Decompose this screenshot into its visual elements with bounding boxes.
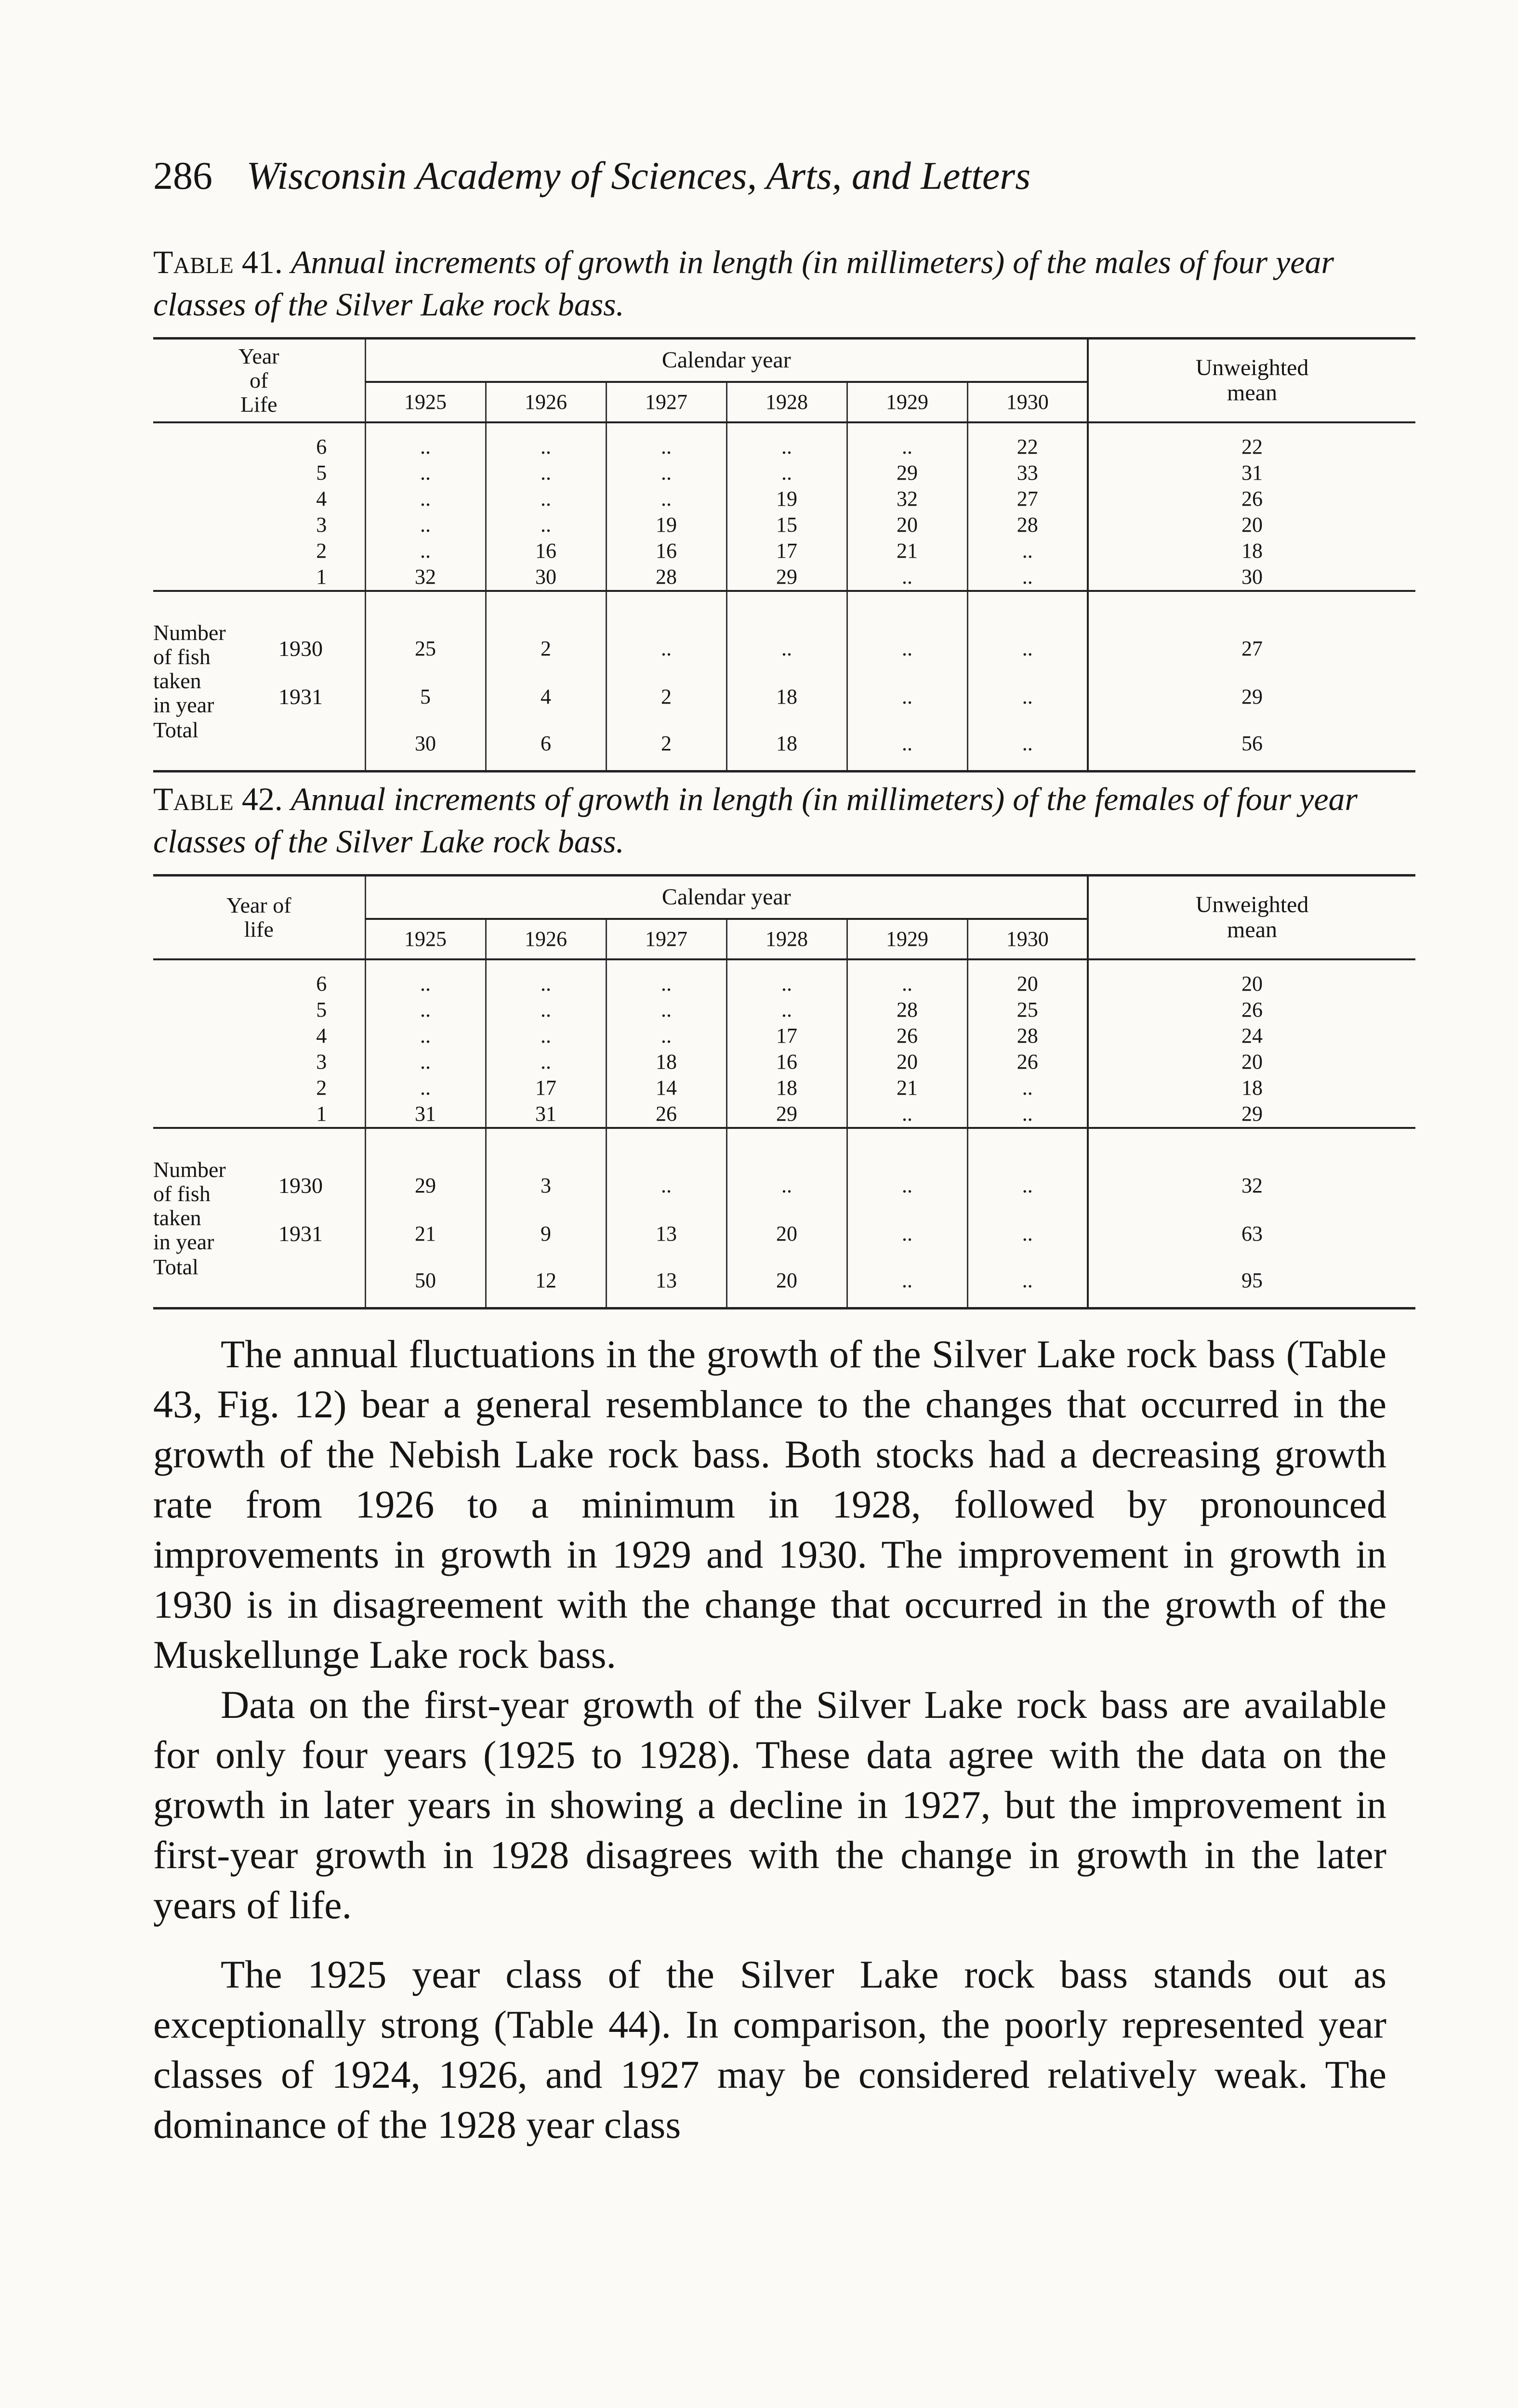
journal-title: Wisconsin Academy of Sciences, Arts, and Letters [246, 154, 1031, 197]
increment-cell: .. [365, 486, 486, 512]
increment-cell: .. [365, 997, 486, 1023]
total-row [153, 717, 1415, 772]
year-of-life-cell: 2 [316, 1076, 327, 1099]
fish-taken-rows [153, 591, 1415, 772]
increment-cell: .. [486, 1023, 606, 1049]
count-cell: .. [967, 591, 1088, 677]
spacer-cell [153, 538, 278, 564]
header-line: Year [238, 344, 279, 368]
calendar-year-header: Calendar year [365, 339, 1088, 382]
spacer-cell [153, 1075, 278, 1101]
increment-cell: .. [486, 997, 606, 1023]
count-cell: 18 [726, 677, 847, 717]
label-line: taken [153, 1205, 201, 1230]
label-line: of fish [153, 644, 211, 669]
year-column-header: 1926 [486, 919, 606, 959]
header-line: of [250, 368, 268, 393]
increment-cell: 18 [606, 1049, 726, 1075]
fish-taken-rows [153, 1128, 1415, 1309]
spacer-cell [278, 717, 365, 772]
growth-rows [153, 422, 1415, 591]
table-41-caption-text: Annual increments of growth in length (in millimeters) of the males of four year classes of the Silver Lake rock bass. [153, 244, 1334, 323]
header-line: Life [240, 392, 277, 417]
increment-cell: .. [967, 538, 1088, 564]
header-line: Unweighted [1195, 892, 1309, 917]
year-column-header: 1930 [967, 919, 1088, 959]
increment-cell: 26 [606, 1101, 726, 1128]
table-row [153, 1075, 1415, 1101]
spacer-cell [153, 460, 278, 486]
total-cell: 13 [606, 1254, 726, 1309]
mean-cell: 26 [1088, 486, 1415, 512]
label-line: in year [153, 1230, 214, 1254]
total-mean-cell: 95 [1088, 1254, 1415, 1309]
table-row [153, 1023, 1415, 1049]
label-line: taken [153, 668, 201, 693]
table-42 [153, 874, 1415, 1309]
year-of-life-cell: 6 [316, 972, 327, 995]
total-cell: 6 [486, 717, 606, 772]
increment-cell: .. [726, 460, 847, 486]
total-cell: 2 [606, 717, 726, 772]
label-line: in year [153, 693, 214, 717]
increment-cell: .. [847, 1101, 967, 1128]
total-cell: 20 [726, 1254, 847, 1309]
table-42-caption [153, 778, 1415, 863]
increment-cell: .. [606, 997, 726, 1023]
mean-cell: 22 [1088, 422, 1415, 460]
header-line: mean [1227, 917, 1277, 942]
year-of-life-cell: 3 [316, 1050, 327, 1073]
spacer-cell [153, 997, 278, 1023]
increment-cell: .. [486, 959, 606, 997]
increment-cell: 29 [847, 460, 967, 486]
year-column-header: 1930 [967, 382, 1088, 422]
increment-cell: 28 [967, 1023, 1088, 1049]
increment-cell: .. [967, 1075, 1088, 1101]
increment-cell: .. [365, 422, 486, 460]
mean-cell: 31 [1088, 460, 1415, 486]
table-row [153, 512, 1415, 538]
sample-year-cell: 1931 [278, 684, 323, 709]
count-cell: .. [606, 1128, 726, 1214]
mean-cell: 20 [1088, 959, 1415, 997]
unweighted-mean-header [1088, 339, 1415, 423]
year-of-life-cell: 4 [316, 487, 327, 510]
increment-cell: .. [365, 1049, 486, 1075]
year-of-life-cell: 5 [316, 998, 327, 1021]
sample-year-cell: 1930 [278, 1173, 323, 1198]
increment-cell: 31 [486, 1101, 606, 1128]
increment-cell: 17 [486, 1075, 606, 1101]
increment-cell: 15 [726, 512, 847, 538]
body-text [153, 1329, 1386, 2150]
spacer-cell [153, 512, 278, 538]
mean-cell: 24 [1088, 1023, 1415, 1049]
increment-cell: 25 [967, 997, 1088, 1023]
total-cell: .. [847, 717, 967, 772]
count-cell: 20 [726, 1214, 847, 1254]
increment-cell: .. [365, 512, 486, 538]
increment-cell: 20 [847, 1049, 967, 1075]
increment-cell: 26 [967, 1049, 1088, 1075]
spacer-cell [153, 564, 278, 591]
table-41-caption [153, 241, 1415, 326]
count-cell: .. [967, 1214, 1088, 1254]
increment-cell: .. [365, 1023, 486, 1049]
year-column-header: 1928 [726, 382, 847, 422]
table-row [153, 1101, 1415, 1128]
year-column-header: 1927 [606, 919, 726, 959]
total-label: Total [153, 718, 198, 742]
mean-cell: 26 [1088, 997, 1415, 1023]
increment-cell: 16 [486, 538, 606, 564]
increment-cell: .. [606, 959, 726, 997]
total-cell: .. [847, 1254, 967, 1309]
calendar-year-header: Calendar year [365, 876, 1088, 919]
count-cell: .. [847, 677, 967, 717]
increment-cell: .. [967, 1101, 1088, 1128]
increment-cell: 27 [967, 486, 1088, 512]
mean-cell: 29 [1088, 677, 1415, 717]
mean-cell: 32 [1088, 1128, 1415, 1214]
table-row [153, 677, 1415, 717]
running-header [153, 153, 1285, 198]
increment-cell: 16 [606, 538, 726, 564]
header-line: life [244, 917, 274, 942]
spacer-cell [153, 1101, 278, 1128]
count-cell: .. [606, 591, 726, 677]
increment-cell: .. [486, 1049, 606, 1075]
increment-cell: .. [606, 422, 726, 460]
total-row [153, 1254, 1415, 1309]
label-line: Number [153, 1157, 226, 1182]
increment-cell: .. [486, 422, 606, 460]
increment-cell: 16 [726, 1049, 847, 1075]
table-41-label: Table 41. [153, 244, 283, 280]
increment-cell: 19 [726, 486, 847, 512]
table-42-caption-text: Annual increments of growth in length (in millimeters) of the females of four year classes of the Silver Lake rock bass. [153, 781, 1358, 860]
increment-cell: .. [847, 422, 967, 460]
label-line: Number [153, 620, 226, 645]
increment-cell: 17 [726, 1023, 847, 1049]
increment-cell: .. [726, 997, 847, 1023]
count-cell: 13 [606, 1214, 726, 1254]
table-row [153, 1049, 1415, 1075]
sample-year-cell: 1930 [278, 636, 323, 661]
year-column-header: 1926 [486, 382, 606, 422]
mean-cell: 27 [1088, 591, 1415, 677]
count-cell: .. [847, 591, 967, 677]
year-column-header: 1925 [365, 919, 486, 959]
year-column-header: 1929 [847, 919, 967, 959]
year-of-life-cell: 4 [316, 1024, 327, 1047]
increment-cell: 28 [847, 997, 967, 1023]
year-of-life-cell: 2 [316, 539, 327, 563]
increment-cell: 20 [847, 512, 967, 538]
increment-cell: .. [606, 1023, 726, 1049]
spacer-cell [153, 422, 278, 460]
mean-cell: 18 [1088, 1075, 1415, 1101]
table-row [153, 460, 1415, 486]
table-row [153, 959, 1415, 997]
increment-cell: 32 [847, 486, 967, 512]
count-cell: .. [847, 1128, 967, 1214]
mean-cell: 29 [1088, 1101, 1415, 1128]
increment-cell: .. [847, 959, 967, 997]
mean-cell: 63 [1088, 1214, 1415, 1254]
header-line: Year of [226, 893, 291, 917]
increment-cell: 14 [606, 1075, 726, 1101]
increment-cell: .. [606, 460, 726, 486]
increment-cell: .. [365, 538, 486, 564]
count-cell: 4 [486, 677, 606, 717]
increment-cell: 29 [726, 564, 847, 591]
table-row [153, 997, 1415, 1023]
count-cell: 29 [365, 1128, 486, 1214]
unweighted-mean-header [1088, 876, 1415, 960]
count-cell: 5 [365, 677, 486, 717]
count-cell: 2 [606, 677, 726, 717]
count-cell: 21 [365, 1214, 486, 1254]
paragraph: The annual fluctuations in the growth of the Silver Lake rock bass (Table 43, Fig. 12) bear a general resemblance to the changes that occurred in the growth of the Nebish Lake rock bass. Both stocks had a decreasing growth rate from 1926 to a minimum in 1928, followed by pronounced improvements in growth in 1929 and 1930. The improvement in growth in 1930 is in disagreement with the change that occurred in the growth of the Muskellunge Lake rock bass. [153, 1332, 1386, 1676]
count-cell: .. [967, 677, 1088, 717]
total-cell: .. [967, 1254, 1088, 1309]
increment-cell: 30 [486, 564, 606, 591]
count-cell: .. [726, 591, 847, 677]
increment-cell: 22 [967, 422, 1088, 460]
increment-cell: 29 [726, 1101, 847, 1128]
increment-cell: .. [365, 460, 486, 486]
mean-cell: 30 [1088, 564, 1415, 591]
year-of-life-cell: 6 [316, 435, 327, 458]
count-cell: .. [847, 1214, 967, 1254]
increment-cell: .. [365, 959, 486, 997]
year-column-header: 1928 [726, 919, 847, 959]
increment-cell: 20 [967, 959, 1088, 997]
paragraph: The 1925 year class of the Silver Lake rock bass stands out as exceptionally strong (Table 44). In comparison, the poorly represented year classes of 1924, 1926, and 1927 may be considered relatively weak. The dominance of the 1928 year class [153, 1952, 1386, 2146]
total-cell: 18 [726, 717, 847, 772]
table-row [153, 422, 1415, 460]
table-row [153, 1128, 1415, 1214]
year-of-life-header [153, 339, 365, 423]
count-cell: 3 [486, 1128, 606, 1214]
year-of-life-cell: 1 [316, 565, 327, 589]
increment-cell: 26 [847, 1023, 967, 1049]
table-row [153, 486, 1415, 512]
table-row [153, 538, 1415, 564]
number-of-fish-label [153, 1128, 278, 1254]
increment-cell: .. [606, 486, 726, 512]
increment-cell: .. [726, 422, 847, 460]
table-42-label: Table 42. [153, 781, 283, 817]
table-row [153, 591, 1415, 677]
increment-cell: .. [967, 564, 1088, 591]
count-cell: .. [967, 1128, 1088, 1214]
spacer-cell [153, 959, 278, 997]
spacer-cell [153, 1049, 278, 1075]
header-line: mean [1227, 380, 1277, 406]
total-cell: 50 [365, 1254, 486, 1309]
increment-cell: 21 [847, 538, 967, 564]
year-column-header: 1927 [606, 382, 726, 422]
table-row [153, 564, 1415, 591]
increment-cell: .. [365, 1075, 486, 1101]
spacer-cell [278, 1254, 365, 1309]
increment-cell: .. [726, 959, 847, 997]
spacer-cell [153, 486, 278, 512]
count-cell: 25 [365, 591, 486, 677]
paragraph: Data on the first-year growth of the Silver Lake rock bass are available for only four years (1925 to 1928). These data agree with the data on the growth in later years in showing a decline in 1927, but the improvement in first-year growth in 1928 disagrees with the change in growth in the later years of life. [153, 1683, 1386, 1927]
total-mean-cell: 56 [1088, 717, 1415, 772]
total-cell: 12 [486, 1254, 606, 1309]
increment-cell: .. [847, 564, 967, 591]
total-cell: .. [967, 717, 1088, 772]
count-cell: 2 [486, 591, 606, 677]
increment-cell: 31 [365, 1101, 486, 1128]
increment-cell: 19 [606, 512, 726, 538]
year-of-life-cell: 5 [316, 461, 327, 484]
number-of-fish-label [153, 591, 278, 717]
increment-cell: .. [486, 512, 606, 538]
spacer-cell [153, 1023, 278, 1049]
growth-rows [153, 959, 1415, 1128]
mean-cell: 20 [1088, 1049, 1415, 1075]
increment-cell: 33 [967, 460, 1088, 486]
increment-cell: .. [486, 460, 606, 486]
table-row [153, 1214, 1415, 1254]
count-cell: 9 [486, 1214, 606, 1254]
page-number: 286 [153, 154, 212, 197]
sample-year-cell: 1931 [278, 1221, 323, 1246]
year-of-life-cell: 3 [316, 513, 327, 537]
year-column-header: 1929 [847, 382, 967, 422]
total-label: Total [153, 1255, 198, 1279]
year-column-header: 1925 [365, 382, 486, 422]
label-line: of fish [153, 1181, 211, 1206]
increment-cell: 18 [726, 1075, 847, 1101]
mean-cell: 18 [1088, 538, 1415, 564]
year-of-life-header [153, 876, 365, 960]
increment-cell: 28 [606, 564, 726, 591]
total-cell: 30 [365, 717, 486, 772]
increment-cell: 21 [847, 1075, 967, 1101]
increment-cell: .. [486, 486, 606, 512]
increment-cell: 28 [967, 512, 1088, 538]
increment-cell: 32 [365, 564, 486, 591]
year-of-life-cell: 1 [316, 1102, 327, 1125]
mean-cell: 20 [1088, 512, 1415, 538]
increment-cell: 17 [726, 538, 847, 564]
header-line: Unweighted [1195, 355, 1309, 380]
count-cell: .. [726, 1128, 847, 1214]
table-41 [153, 337, 1415, 772]
